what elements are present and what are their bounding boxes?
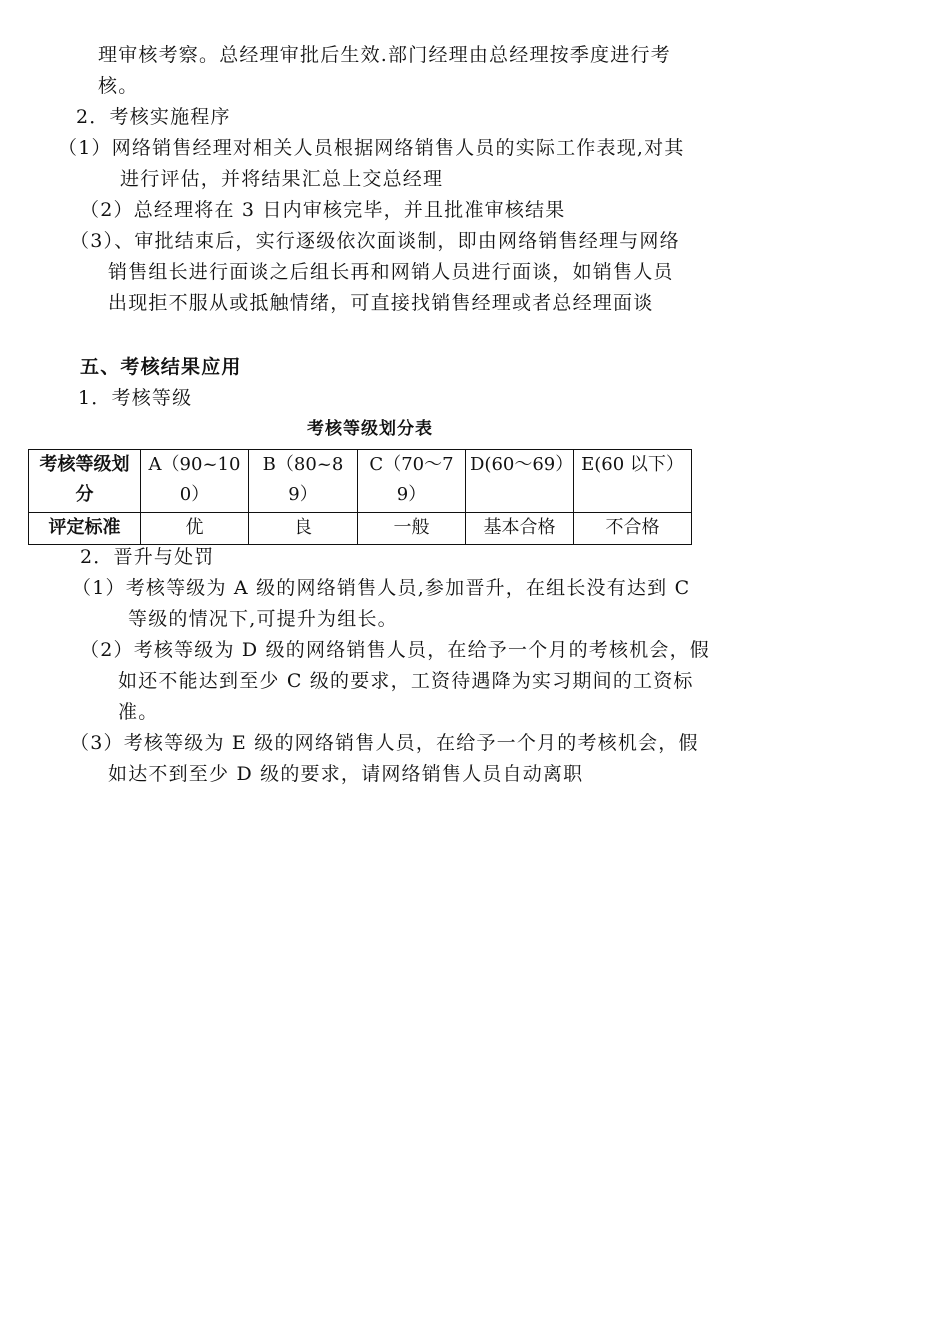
item-title-grades: 1．考核等级 xyxy=(78,387,193,409)
table-header-cell: 考核等级划分 xyxy=(29,450,141,513)
grade-cell: C（70～79） xyxy=(358,450,466,513)
table-title: 考核等级划分表 xyxy=(307,419,433,439)
grade-cell: D(60～69） xyxy=(466,450,574,513)
section-heading: 五、考核结果应用 xyxy=(80,356,242,378)
criteria-cell: 一般 xyxy=(358,513,466,545)
table-header-cell: 评定标准 xyxy=(29,513,141,545)
procedure-step-1: （1）网络销售经理对相关人员根据网络销售人员的实际工作表现,对其 xyxy=(58,137,685,159)
table-row xyxy=(29,450,692,513)
rule-1: （1）考核等级为 A 级的网络销售人员,参加晋升，在组长没有达到 C xyxy=(72,577,691,599)
rule-2: （2）考核等级为 D 级的网络销售人员，在给予一个月的考核机会，假 xyxy=(80,639,711,661)
paragraph-line: 核。 xyxy=(98,75,139,97)
rule-1-cont: 等级的情况下,可提升为组长。 xyxy=(128,608,398,630)
rule-3-cont: 如达不到至少 D 级的要求，请网络销售人员自动离职 xyxy=(108,763,584,785)
procedure-step-3: （3）、审批结束后，实行逐级依次面谈制，即由网络销售经理与网络 xyxy=(70,230,680,252)
rule-2-cont: 如还不能达到至少 C 级的要求，工资待遇降为实习期间的工资标 xyxy=(118,670,694,692)
grade-cell: B（80~89） xyxy=(249,450,358,513)
paragraph-line: 理审核考察。总经理审批后生效.部门经理由总经理按季度进行考 xyxy=(98,44,671,66)
criteria-cell: 基本合格 xyxy=(466,513,574,545)
criteria-cell: 不合格 xyxy=(574,513,692,545)
rule-2-cont: 准。 xyxy=(118,701,159,723)
procedure-step-2: （2）总经理将在 3 日内审核完毕，并且批准审核结果 xyxy=(80,199,566,221)
rule-3: （3）考核等级为 E 级的网络销售人员，在给予一个月的考核机会，假 xyxy=(70,732,699,754)
procedure-step-1-cont: 进行评估，并将结果汇总上交总经理 xyxy=(120,168,444,190)
table-row xyxy=(29,513,692,545)
grade-cell: E(60 以下） xyxy=(574,450,692,513)
item-title-procedure: 2．考核实施程序 xyxy=(76,106,231,128)
criteria-cell: 优 xyxy=(141,513,249,545)
criteria-cell: 良 xyxy=(249,513,358,545)
procedure-step-3-cont: 出现拒不服从或抵触情绪，可直接找销售经理或者总经理面谈 xyxy=(108,292,654,314)
item-title-promotion: 2．晋升与处罚 xyxy=(80,546,215,568)
procedure-step-3-cont: 销售组长进行面谈之后组长再和网销人员进行面谈，如销售人员 xyxy=(108,261,674,283)
grade-cell: A（90~100） xyxy=(141,450,249,513)
grade-table xyxy=(28,449,692,545)
